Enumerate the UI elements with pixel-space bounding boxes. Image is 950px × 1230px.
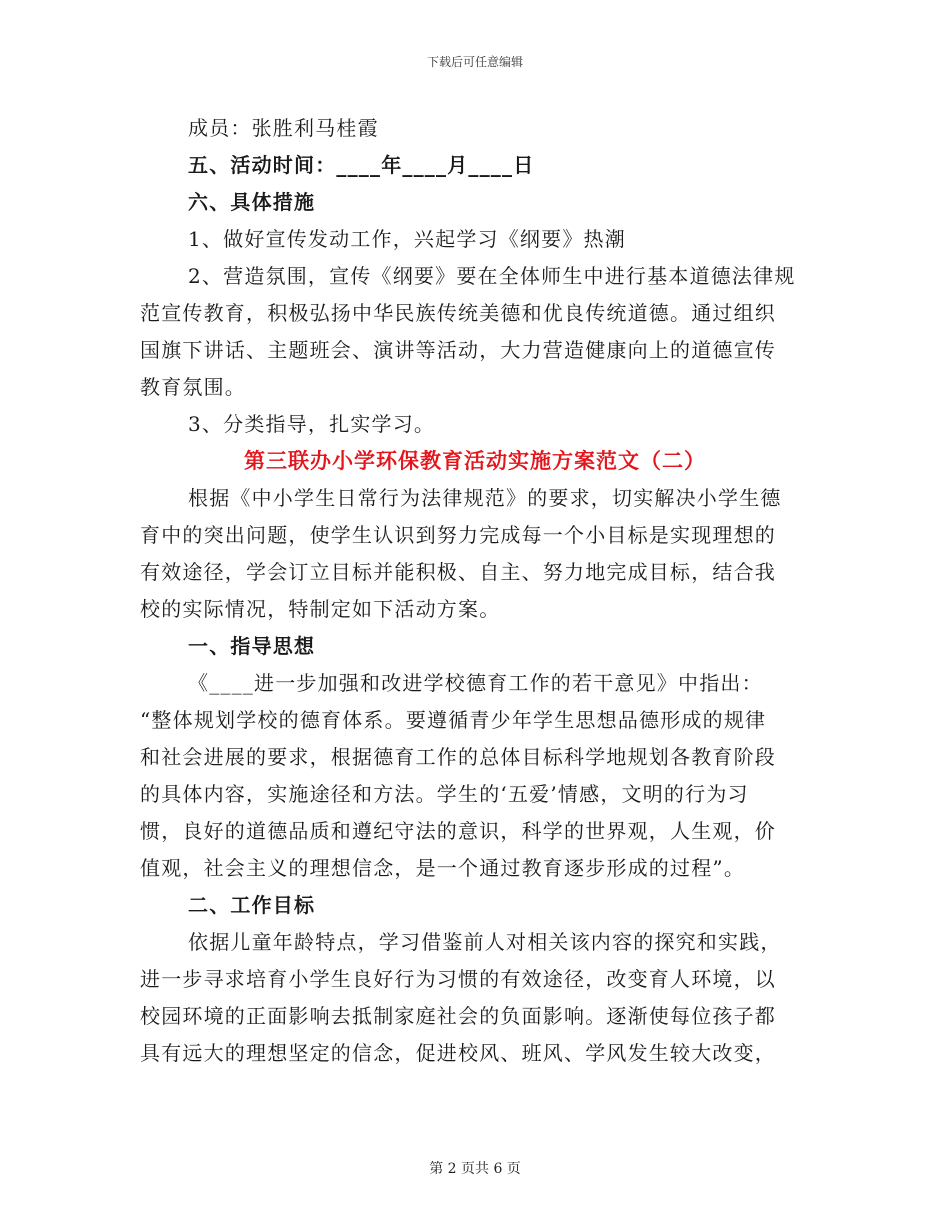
paragraph-line: 具有远大的理想坚定的信念，促进校风、班风、学风发生较大改变， bbox=[140, 1041, 776, 1065]
paragraph-line: 范宣传教育，积极弘扬中华民族传统美德和优良传统道德。通过组织 bbox=[140, 301, 776, 325]
page-footer: 第 2 页共 6 页 bbox=[429, 1161, 521, 1177]
paragraph-line: 校的实际情况，特制定如下活动方案。 bbox=[140, 597, 501, 621]
paragraph-line: 教育氛围。 bbox=[140, 375, 246, 399]
guiding-thought-paragraph bbox=[140, 665, 810, 887]
paragraph-line: 依据儿童年龄特点，学习借鉴前人对相关该内容的探究和实践， bbox=[188, 930, 782, 954]
measure-1: 1、做好宣传发动工作，兴起学习《纲要》热潮 bbox=[188, 227, 626, 251]
measure-3: 3、分类指导，扎实学习。 bbox=[188, 412, 436, 436]
paragraph-line: “整体规划学校的德育体系。要遵循青少年学生思想品德形成的规律 bbox=[140, 708, 767, 732]
paragraph-line: 值观，社会主义的理想信念，是一个通过教育逐步形成的过程”。 bbox=[140, 856, 746, 880]
guiding-thought-heading: 一、指导思想 bbox=[188, 634, 316, 658]
paragraph-line: 《____进一步加强和改进学校德育工作的若干意见》中指出： bbox=[188, 671, 763, 695]
paragraph-line: 校园环境的正面影响去抵制家庭社会的负面影响。逐渐使每位孩子都 bbox=[140, 1004, 776, 1028]
paragraph-line: 有效途径，学会订立目标并能积极、自主、努力地完成目标，结合我 bbox=[140, 560, 776, 584]
paragraph-line: 的具体内容，实施途径和方法。学生的‘五爱’情感，文明的行为习 bbox=[140, 782, 749, 806]
members-line: 成员：张胜利马桂霞 bbox=[188, 116, 379, 140]
section-6-heading: 六、具体措施 bbox=[188, 190, 316, 214]
page-header: 下载后可任意编辑 bbox=[426, 55, 523, 69]
work-goals-paragraph bbox=[140, 924, 810, 1072]
paragraph-line: 惯，良好的道德品质和遵纪守法的意识，科学的世界观，人生观，价 bbox=[140, 819, 776, 843]
paragraph-line: 国旗下讲话、主题班会、演讲等活动，大力营造健康向上的道德宣传 bbox=[140, 338, 776, 362]
paragraph-line: 进一步寻求培育小学生良好行为习惯的有效途径，改变育人环境，以 bbox=[140, 967, 776, 991]
document-content bbox=[140, 110, 810, 1072]
paragraph-line: 育中的突出问题，使学生认识到努力完成每一个小目标是实现理想的 bbox=[140, 523, 776, 547]
section-5-heading: 五、活动时间：____年____月____日 bbox=[188, 153, 535, 177]
paragraph-line: 2、营造氛围，宣传《纲要》要在全体师生中进行基本道德法律规 bbox=[188, 264, 796, 288]
paragraph-line: 和社会进展的要求，根据德育工作的总体目标科学地规划各教育阶段 bbox=[140, 745, 776, 769]
work-goals-heading: 二、工作目标 bbox=[188, 893, 316, 917]
document-title: 第三联办小学环保教育活动实施方案范文（二） bbox=[244, 449, 706, 473]
measure-2-paragraph bbox=[140, 258, 810, 406]
intro-paragraph bbox=[140, 480, 810, 628]
paragraph-line: 根据《中小学生日常行为法律规范》的要求，切实解决小学生德 bbox=[188, 486, 782, 510]
